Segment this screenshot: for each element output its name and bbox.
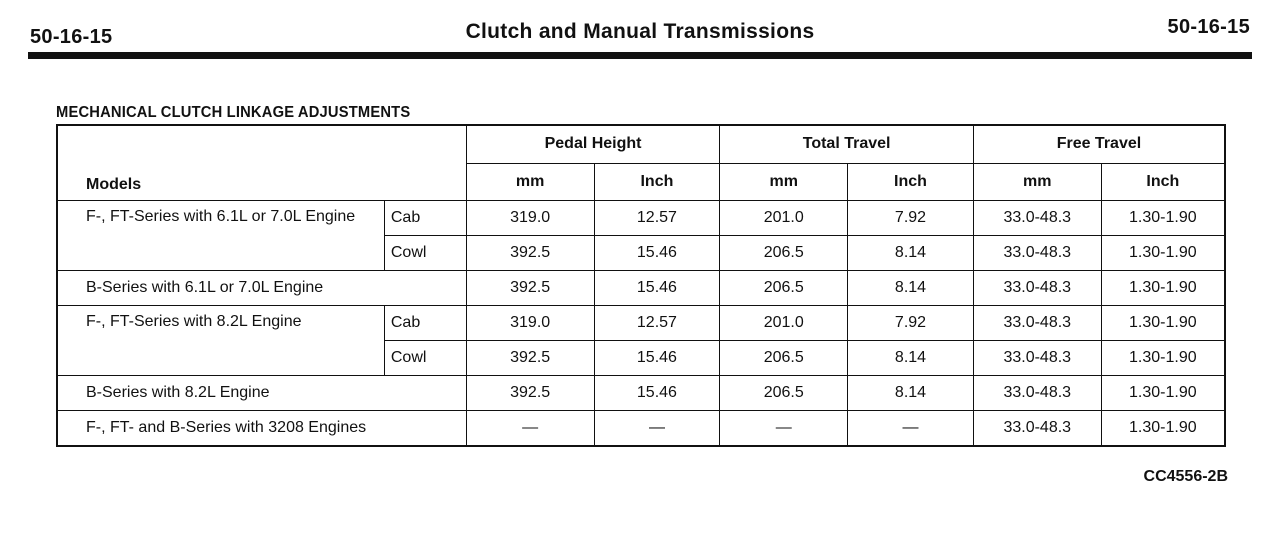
page-number-left: 50-16-15 (30, 26, 113, 48)
unit-header: mm (466, 163, 594, 200)
value-cell: 7.92 (848, 201, 974, 236)
value-cell: 8.14 (848, 236, 974, 271)
table-row (57, 306, 1225, 341)
value-cell: 8.14 (848, 341, 974, 376)
table-row (57, 201, 1225, 236)
value-cell: 1.30-1.90 (1101, 306, 1225, 341)
header-rule (28, 52, 1252, 59)
table-row (57, 411, 1225, 447)
group-header-total-travel: Total Travel (720, 125, 974, 163)
variant-cell: Cab (384, 306, 466, 341)
value-cell: 33.0-48.3 (973, 201, 1101, 236)
unit-header: Inch (848, 163, 974, 200)
value-cell: — (848, 411, 974, 447)
group-header-pedal-height: Pedal Height (466, 125, 720, 163)
page-title: Clutch and Manual Transmissions (465, 20, 815, 43)
unit-header: mm (720, 163, 848, 200)
value-cell: 15.46 (594, 271, 720, 306)
value-cell: 15.46 (594, 341, 720, 376)
value-cell: 7.92 (848, 306, 974, 341)
value-cell: 392.5 (466, 341, 594, 376)
value-cell: 15.46 (594, 236, 720, 271)
value-cell: 8.14 (848, 271, 974, 306)
value-cell: 1.30-1.90 (1101, 411, 1225, 447)
value-cell: — (466, 411, 594, 447)
page-header (28, 10, 1252, 50)
value-cell: 12.57 (594, 306, 720, 341)
value-cell: 33.0-48.3 (973, 376, 1101, 411)
models-header: Models (57, 125, 466, 201)
value-cell: 1.30-1.90 (1101, 236, 1225, 271)
group-header-row (57, 125, 1225, 163)
clutch-linkage-table (56, 124, 1226, 447)
value-cell: 1.30-1.90 (1101, 341, 1225, 376)
unit-header: mm (973, 163, 1101, 200)
model-cell: B-Series with 6.1L or 7.0L Engine (57, 271, 466, 306)
value-cell: 33.0-48.3 (973, 411, 1101, 447)
value-cell: 1.30-1.90 (1101, 201, 1225, 236)
value-cell: 15.46 (594, 376, 720, 411)
value-cell: 1.30-1.90 (1101, 376, 1225, 411)
value-cell: 392.5 (466, 236, 594, 271)
table-title: MECHANICAL CLUTCH LINKAGE ADJUSTMENTS (56, 104, 411, 121)
group-header-free-travel: Free Travel (973, 125, 1225, 163)
table-row (57, 271, 1225, 306)
value-cell: 33.0-48.3 (973, 306, 1101, 341)
value-cell: 319.0 (466, 306, 594, 341)
variant-cell: Cowl (384, 341, 466, 376)
unit-header: Inch (1101, 163, 1225, 200)
value-cell: 8.14 (848, 376, 974, 411)
value-cell: 319.0 (466, 201, 594, 236)
value-cell: 392.5 (466, 271, 594, 306)
value-cell: 206.5 (720, 341, 848, 376)
value-cell: 206.5 (720, 271, 848, 306)
value-cell: 206.5 (720, 236, 848, 271)
value-cell: — (720, 411, 848, 447)
value-cell: 392.5 (466, 376, 594, 411)
figure-code: CC4556-2B (1143, 468, 1228, 485)
value-cell: — (594, 411, 720, 447)
page-number-right: 50-16-15 (1167, 16, 1250, 38)
table-row (57, 376, 1225, 411)
variant-cell: Cab (384, 201, 466, 236)
value-cell: 206.5 (720, 376, 848, 411)
unit-header: Inch (594, 163, 720, 200)
value-cell: 1.30-1.90 (1101, 271, 1225, 306)
value-cell: 33.0-48.3 (973, 271, 1101, 306)
model-cell: B-Series with 8.2L Engine (57, 376, 466, 411)
variant-cell: Cowl (384, 236, 466, 271)
value-cell: 12.57 (594, 201, 720, 236)
model-cell: F-, FT-Series with 8.2L Engine (57, 306, 384, 376)
value-cell: 201.0 (720, 306, 848, 341)
model-cell: F-, FT-Series with 6.1L or 7.0L Engine (57, 201, 384, 271)
value-cell: 33.0-48.3 (973, 236, 1101, 271)
value-cell: 33.0-48.3 (973, 341, 1101, 376)
model-cell: F-, FT- and B-Series with 3208 Engines (57, 411, 466, 447)
value-cell: 201.0 (720, 201, 848, 236)
